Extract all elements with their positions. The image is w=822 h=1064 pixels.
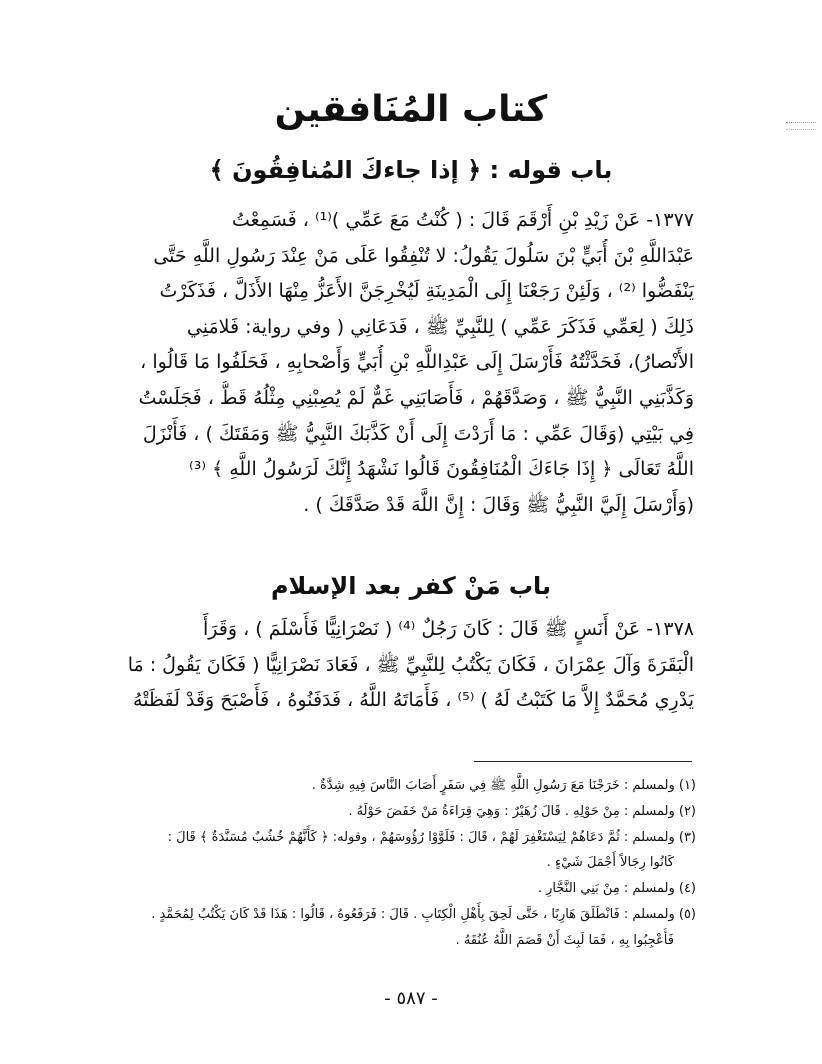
text-line: ١٣٧٨- عَنْ أَنَسٍ ﷺ قَالَ : كَانَ رَجُلٌ ⁽⁴⁾ ( نَصْرَانِيًّا فَأَسْلَمَ ) ، وَقَرَأَ xyxy=(203,618,694,640)
chapter-title-2: باب مَنْ كفر بعد الإسلام xyxy=(270,572,552,600)
footnotes xyxy=(128,773,696,954)
text-line: عَبْدَاللَّهِ بْنَ أُبَيٍّ بْنَ سَلُولَ يَقُولُ: لا تُنْفِقُوا عَلَى مَنْ عِنْدَ رَسُولِ اللَّهِ حَتَّى xyxy=(153,244,694,267)
text-line: (وَأَرْسَلَ إِلَيَّ النَّبِيُّ ﷺ وَقَالَ : إِنَّ اللَّهَ قَدْ صَدَّقَكَ ) . xyxy=(303,493,694,516)
footnote-divider xyxy=(474,761,692,762)
text-line: ذَلِكَ ( لِعَمِّي فَذَكَرَ عَمِّي ) لِلنَّبِيِّ ﷺ ، فَدَعَانِي ( وفي رواية: فَلامَنِي xyxy=(186,315,694,338)
text-line: يَنْفَضُّوا ⁽²⁾ ، وَلَئِنْ رَجَعْنَا إِلَى الْمَدِينَةِ لَيُخْرِجَنَّ الأَعَزُّ مِنْهَا الأَذَلَّ ، فَذَكَرْتُ xyxy=(159,280,694,303)
footnote-line: (٤) ولمسلم : مِنْ بَنِي النَّجَّارِ . xyxy=(537,881,696,897)
page-number: - ٥٨٧ - xyxy=(384,988,438,1009)
text-line: الْبَقَرَةَ وَآلَ عِمْرَانَ ، فَكَانَ يَكْتُبُ لِلنَّبِيِّ ﷺ ، فَعَادَ نَصْرَانِيًّا ( فَكَانَ يَقُولُ : مَا xyxy=(127,653,694,676)
text-line: ١٣٧٧- عَنْ زَيْدِ بْنِ أَرْقَمَ قَالَ : ( كُنْتُ مَعَ عَمِّي )⁽¹⁾ ، فَسَمِعْتُ xyxy=(231,209,694,231)
chapter-title-1: باب قوله : ﴿ إذا جاءكَ المُنافِقُونَ ﴾ xyxy=(209,156,613,184)
text-line: فِي بَيْتِي (وَقَالَ عَمِّي : مَا أَرَدْتَ إِلَى أَنْ كَذَّبَكَ النَّبِيُّ ﷺ وَمَقَتَكَ ) ، فَأَنْزَلَ xyxy=(142,422,694,445)
footnote-line: (١) ولمسلم : خَرَجْنَا مَعَ رَسُولِ اللَّهِ ﷺ فِي سَفَرٍ أَصَابَ النَّاسَ فِيهِ شِدَّةٌ . xyxy=(311,778,696,793)
footnote-line: كَانُوا رِجَالاً أَجْمَلَ شَيْءٍ . xyxy=(546,855,674,871)
text-line: اللَّهُ تَعَالَى ﴿ إِذَا جَاءَكَ الْمُنَافِقُونَ قَالُوا نَشْهَدُ إِنَّكَ لَرَسُولُ اللَّهِ ﴾ ⁽³⁾ xyxy=(189,458,694,481)
footnote-line: فَأُعْجِبُوا بِهِ ، فَمَا لَبِثَ أَنْ قَصَمَ اللَّهُ عُنُقَهُ . xyxy=(455,932,674,948)
hadith-1378 xyxy=(126,612,694,719)
text-line: الأَنْصارُ)، فَحَدَّثْتُهُ فَأَرْسَلَ إِلَى عَبْدِاللَّهِ بْنِ أُبَيٍّ وَأَصْحابِهِ ، فَحَلَفُوا مَا قَالُوا ، xyxy=(140,351,694,374)
text-line: يَدْرِي مُحَمَّدٌ إِلاَّ مَا كَتَبْتُ لَهُ ) ⁽⁵⁾ ، فَأَمَاتَهُ اللَّهُ ، فَدَفَنُوهُ ، فَأَصْبَحَ وَقَدْ لَفَظَتْهُ xyxy=(133,689,694,712)
hadith-1377 xyxy=(126,203,694,523)
footnote-line: (٢) ولمسلم : مِنْ حَوْلِهِ . قَالَ زُهَيْرٌ : وَهِيَ قِرَاءَةُ مَنْ خَفَضَ حَوْلَهُ . xyxy=(348,803,696,819)
footnote-line: (٥) ولمسلم : فَانْطَلَقَ هَارِبًا ، حَتَّى لَحِقَ بِأَهْلِ الْكِتَابِ . قَالَ : فَرَفَعُوهُ ، قَالُوا : هَذَا قَدْ كَانَ يَكْتُبُ لِمُحَمَّدٍ . xyxy=(151,906,696,922)
book-title: كتاب المُنَافقين xyxy=(274,89,548,130)
footnote-line: (٣) ولمسلم : ثُمَّ دَعَاهُمْ لِيَسْتَغْفِرَ لَهُمْ ، قَالَ : فَلَوَّوْا رُؤُوسَهُمْ ، وقوله: ﴿ كَأَنَّهُمْ خُشُبٌ مُسَنَّدَةٌ ﴾ قَالَ : xyxy=(167,829,696,845)
text-line: وَكَذَّبَنِي النَّبِيُّ ﷺ ، وَصَدَّقَهُمْ ، فَأَصَابَنِي غَمٌّ لَمْ يُصِبْنِي مِثْلُهُ قَطُّ ، فَجَلَسْتُ xyxy=(138,386,694,409)
